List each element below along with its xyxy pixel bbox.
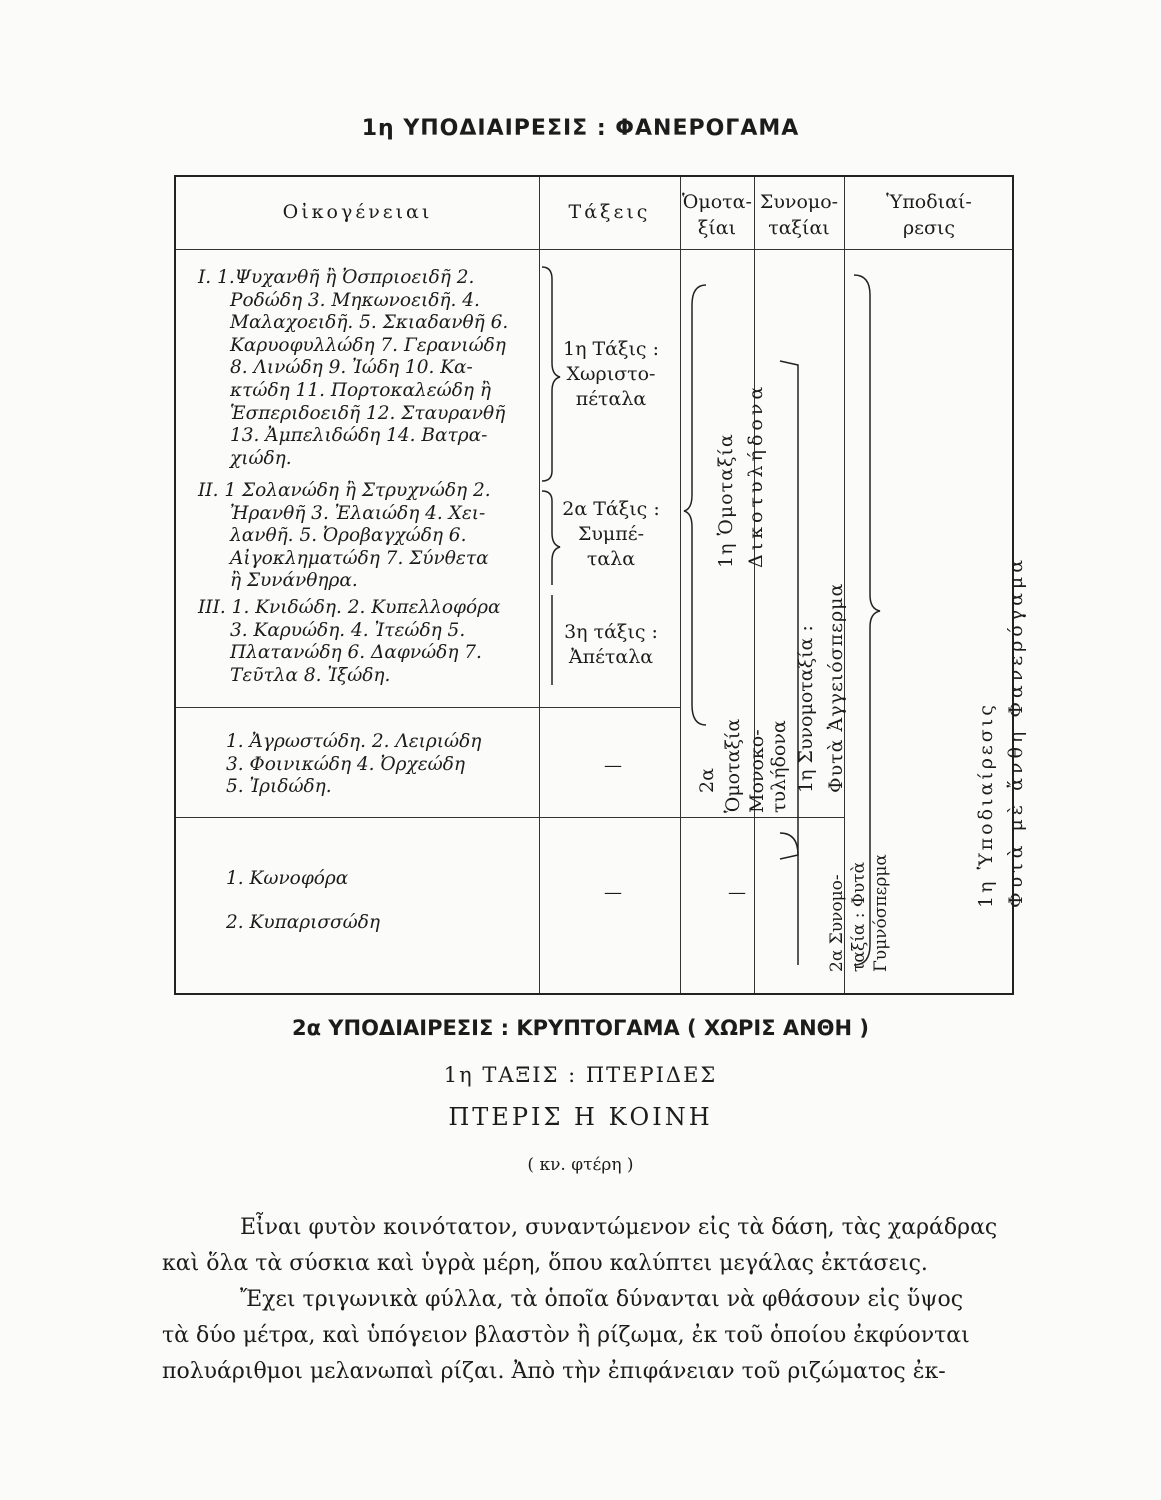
dash-cell: — (604, 755, 622, 776)
subdivision-label: 1η Ὑποδιαίρεσις (975, 702, 997, 908)
header-families: Οἰκογένειαι (282, 201, 433, 223)
order-title: 1η ΤΑΞΙΣ : ΠΤΕΡΙΔΕΣ (443, 1063, 718, 1087)
body-text (162, 1210, 1042, 1390)
class-braces (682, 265, 712, 805)
header-rule (176, 249, 1012, 250)
order-line: Ἀπέταλα (568, 646, 654, 668)
family-line: ἢ Συνάνθηρα. (230, 570, 358, 592)
family-list-group-1 (198, 267, 528, 470)
row-divider (176, 817, 844, 818)
header-classes: Ὁμοτα- ξίαι (682, 191, 752, 239)
common-name: ( κν. φτέρη ) (527, 1155, 634, 1175)
subclass-1-sublabel: Φυτὰ Ἀγγειόσπερμα (825, 582, 847, 793)
class-1-sublabel: Δικοτυλήδονα (745, 382, 767, 568)
header-subdivisions: Ὑποδιαί- ρεσις (886, 191, 972, 239)
order-line: 3η τάξις : (564, 621, 658, 643)
family-line: Ροδώδη 3. Μηκωνοειδῆ. 4. (230, 289, 480, 311)
subdivision-brace (848, 265, 888, 985)
family-line: 1. Κωνοφόρα (226, 868, 349, 889)
family-line: Τεῦτλα 8. Ἰξώδη. (230, 664, 391, 686)
family-line: Αἰγοκληματώδη 7. Σύνθετα (230, 547, 489, 569)
class-1-label: 1η Ὁμοταξία (715, 433, 737, 568)
family-line: 5. Ἰριδώδη. (226, 776, 332, 798)
order-line: 2α Τάξις : (562, 498, 660, 520)
family-line: 3. Φοινικώδη 4. Ὀρχεώδη (226, 753, 465, 775)
family-list-group-2 (198, 480, 528, 593)
column-divider (680, 177, 681, 993)
subclass-2-label-b: ταξία : Φυτὰ (849, 861, 869, 972)
family-line: Ἠρανθῆ 3. Ἐλαιώδη 4. Χει- (230, 502, 486, 524)
family-line: Μαλαχοειδῆ. 5. Σκιαδανθῆ 6. (230, 312, 509, 334)
order-3 (546, 620, 676, 670)
body-line: Ἔχει τριγωνικὰ φύλλα, τὰ ὁποῖα δύνανται νὰ φθάσουν εἰς ὕψος (240, 1287, 964, 1312)
family-line: I. 1.Ψυχανθῆ ἢ Ὀσπριοειδῆ 2. (198, 267, 475, 288)
page-title: 1η ΥΠΟΔΙΑΙΡΕΣΙΣ : ΦΑΝΕΡΟΓΑΜΑ (361, 116, 800, 141)
order-line: πέταλα (575, 388, 647, 410)
order-1 (546, 337, 676, 412)
family-list-group-3 (198, 597, 528, 687)
family-list-monocot (198, 731, 528, 799)
order-line: Χωριστο- (566, 363, 656, 385)
family-line: 2. Κυπαρισσώδη (226, 912, 380, 933)
order-line: 1η Τάξις : (562, 338, 659, 360)
header-orders: Τάξεις (568, 201, 651, 223)
family-line: 1. Ἀγρωστώδη. 2. Λειριώδη (226, 731, 482, 752)
family-line: II. 1 Σολανώδη ἢ Στρυχνώδη 2. (198, 480, 491, 501)
family-line: λανθῆ. 5. Ὀροβαγχώδη 6. (230, 525, 467, 547)
family-line: Πλατανώδη 6. Δαφνώδη 7. (230, 642, 482, 664)
family-line: 13. Ἀμπελιδώδη 14. Βατρα- (230, 425, 488, 447)
class-2-label-b: Ὁμοταξία (722, 718, 744, 813)
family-line: 3. Καρυώδη. 4. Ἰτεώδη 5. (230, 619, 466, 641)
dash-cell: — (604, 882, 622, 903)
subdivision-sublabel: Φυτὰ μὲ ἄνθη Φανερόγαμα (1005, 555, 1027, 908)
species-title: ΠΤΕΡΙΣ Η ΚΟΙΝΗ (448, 1103, 713, 1131)
family-line: Ἑσπεριδοειδῆ 12. Σταυρανθῆ (230, 402, 506, 424)
order-line: ταλα (586, 548, 636, 570)
subclass-1-label: 1η Συνομοταξία : (795, 625, 817, 793)
row-divider (176, 707, 680, 708)
subclass-2-label-c: Γυμνόσπερμα (871, 854, 891, 972)
family-line: χιώδη. (230, 447, 292, 469)
family-list-gymno (198, 857, 528, 945)
family-line: κτώδη 11. Πορτοκαλεώδη ἢ (230, 379, 491, 401)
class-2-label-c: Μονοκο- (746, 729, 768, 813)
classification-table (174, 175, 1027, 995)
class-2-label-d: τυλήδονα (768, 720, 790, 813)
family-line: 8. Λινώδη 9. Ἰώδη 10. Κα- (230, 357, 473, 379)
order-2 (546, 497, 676, 572)
body-line: Εἶναι φυτὸν κοινότατον, συναντώμενον εἰς τὰ δάση, τὰς χαράδρας (240, 1215, 998, 1240)
family-line: III. 1. Κνιδώδη. 2. Κυπελλοφόρα (198, 597, 501, 618)
family-line: Καρυοφυλλώδη 7. Γερανιώδη (230, 334, 506, 356)
body-line: τὰ δύο μέτρα, καὶ ὑπόγειον βλαστὸν ἢ ρίζωμα, ἐκ τοῦ ὁποίου ἐκφύονται (162, 1323, 970, 1348)
body-line: καὶ ὅλα τὰ σύσκια καὶ ὑγρὰ μέρη, ὅπου καλύπτει μεγάλας ἐκτάσεις. (162, 1251, 928, 1276)
body-line: πολυάριθμοι μελανωπαὶ ρίζαι. Ἀπὸ τὴν ἐπιφάνειαν τοῦ ριζώματος ἐκ- (162, 1359, 946, 1384)
crypto-title: 2α ΥΠΟΔΙΑΙΡΕΣΙΣ : ΚΡΥΠΤΟΓΑΜΑ ( ΧΩΡΙΣ ΑΝΘΗ ) (291, 1016, 870, 1040)
header-subclasses: Συνομο- ταξίαι (759, 191, 839, 239)
subclass-2-label-a: 2α Συνομο- (827, 874, 847, 972)
column-divider (754, 177, 755, 993)
order-line: Συμπέ- (577, 523, 645, 545)
dash-cell: — (728, 882, 746, 903)
class-2-label: 2α (696, 768, 718, 793)
